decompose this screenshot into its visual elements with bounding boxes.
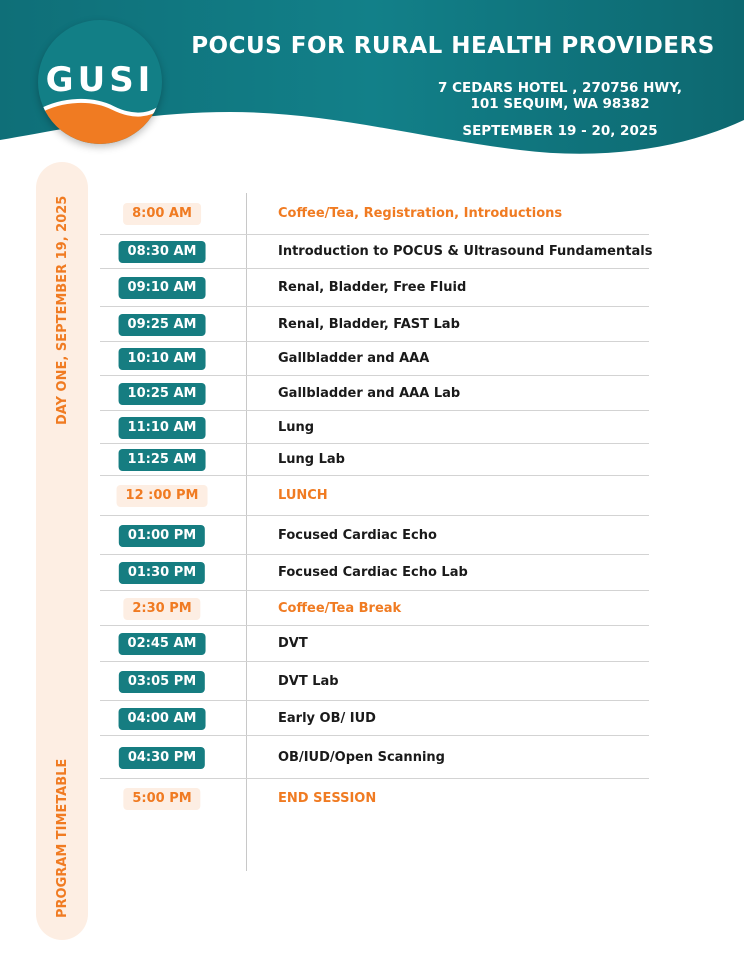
activity-label: END SESSION xyxy=(278,791,377,806)
activity-label: Focused Cardiac Echo Lab xyxy=(278,565,468,580)
event-dates: SEPTEMBER 19 - 20, 2025 xyxy=(462,123,658,139)
day-label: DAY ONE, SEPTEMBER 19, 2025 xyxy=(55,195,70,425)
time-badge: 03:05 PM xyxy=(119,671,205,693)
table-row xyxy=(100,555,649,591)
activity-label: Lung xyxy=(278,419,315,435)
activity-label: Gallbladder and AAA xyxy=(278,351,430,366)
table-row xyxy=(100,235,653,269)
table-row xyxy=(100,662,649,701)
table-row xyxy=(100,736,649,779)
activity-label: Coffee/Tea, Registration, Introductions xyxy=(278,206,563,221)
table-row xyxy=(100,307,649,342)
time-badge: 5:00 PM xyxy=(123,788,200,810)
table-row xyxy=(100,476,649,516)
activity-label: Introduction to POCUS & Ultrasound Fundamentals xyxy=(278,244,653,259)
program-timetable-label: PROGRAM TIMETABLE xyxy=(55,758,70,918)
venue-address xyxy=(400,80,720,112)
activity-label: DVT Lab xyxy=(278,673,339,689)
activity-label: Coffee/Tea Break xyxy=(278,600,402,616)
activity-label: Lung Lab xyxy=(278,452,345,467)
time-badge: 8:00 AM xyxy=(123,203,201,225)
time-badge: 11:10 AM xyxy=(119,417,206,439)
time-badge: 09:25 AM xyxy=(119,314,206,336)
activity-label: Renal, Bladder, Free Fluid xyxy=(278,280,467,295)
activity-label: OB/IUD/Open Scanning xyxy=(278,749,445,765)
activity-label: Renal, Bladder, FAST Lab xyxy=(278,316,460,332)
time-badge: 2:30 PM xyxy=(123,598,200,620)
table-row xyxy=(100,376,649,411)
table-row xyxy=(100,193,649,235)
time-badge: 04:00 AM xyxy=(119,708,206,730)
time-badge: 12 :00 PM xyxy=(117,485,208,507)
time-badge: 02:45 AM xyxy=(119,633,206,655)
activity-label: Focused Cardiac Echo xyxy=(278,527,437,543)
address-line-1: 7 CEDARS HOTEL , 270756 HWY, xyxy=(438,80,682,96)
logo-text: GUSI xyxy=(45,60,155,100)
table-row xyxy=(100,591,649,626)
time-badge: 01:30 PM xyxy=(119,562,205,584)
table-row xyxy=(100,701,649,736)
time-badge: 04:30 PM xyxy=(119,747,205,769)
address-line-2: 101 SEQUIM, WA 98382 xyxy=(470,96,650,112)
table-row xyxy=(100,444,649,476)
page-title: POCUS FOR RURAL HEALTH PROVIDERS xyxy=(191,33,715,59)
activity-label: LUNCH xyxy=(278,488,328,503)
activity-label: Early OB/ IUD xyxy=(278,710,376,726)
header-banner xyxy=(0,0,744,170)
gusi-logo xyxy=(38,20,162,144)
activity-label: Gallbladder and AAA Lab xyxy=(278,385,461,401)
time-badge: 11:25 AM xyxy=(119,449,206,471)
table-row xyxy=(100,342,649,376)
activity-label: DVT xyxy=(278,636,308,651)
time-badge: 10:10 AM xyxy=(119,348,206,370)
table-row xyxy=(100,626,649,662)
time-badge: 10:25 AM xyxy=(119,383,206,405)
table-row xyxy=(100,269,649,307)
time-badge: 01:00 PM xyxy=(119,525,205,547)
time-badge: 09:10 AM xyxy=(119,277,206,299)
table-row xyxy=(100,516,649,555)
time-badge: 08:30 AM xyxy=(119,241,206,263)
table-row xyxy=(100,411,649,444)
table-row xyxy=(100,779,649,819)
